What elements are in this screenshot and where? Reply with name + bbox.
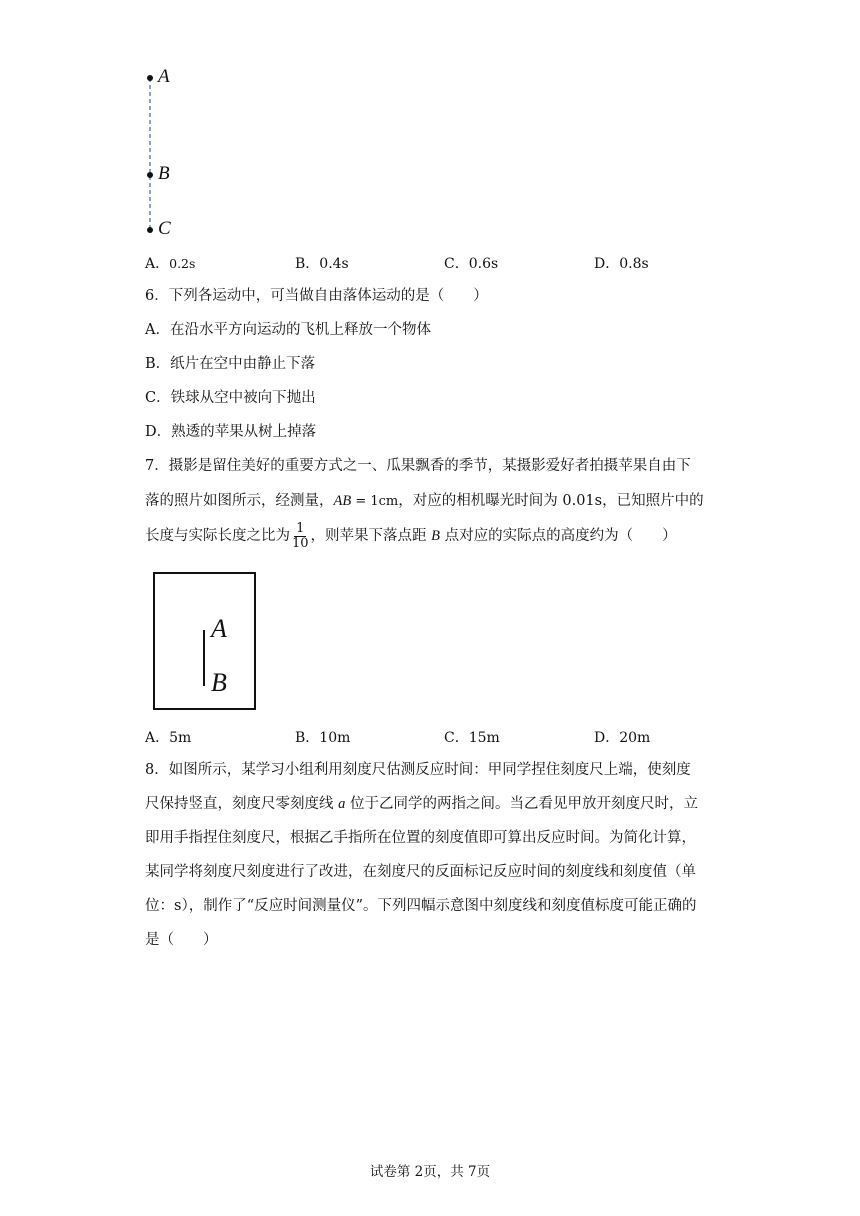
apple-streak-line xyxy=(203,630,205,686)
q7-option-c: C．15m xyxy=(444,730,500,746)
label-a: A xyxy=(158,66,170,87)
q5-option-d: D．0.8s xyxy=(594,256,649,272)
q7-line-2: 落的照片如图所示，经测量，AB = 1cm，对应的相机曝光时间为 0.01s，已知照片中的 xyxy=(145,493,704,509)
q6-option-b: B．纸片在空中由静止下落 xyxy=(145,356,316,372)
q8-line-2: 尺保持竖直，刻度尺零刻度线 a 位于乙同学的两指之间。当乙看见甲放开刻度尺时，立 xyxy=(145,796,698,812)
point-a xyxy=(147,75,153,81)
q8-line-3: 即用手指捏住刻度尺，根据乙手指所在位置的刻度值即可算出反应时间。为简化计算， xyxy=(145,830,696,846)
q8-line-5: 位：s），制作了“反应时间测量仪”。下列四幅示意图中刻度线和刻度值标度可能正确的 xyxy=(145,898,697,914)
label-c: C xyxy=(158,218,171,239)
ab-symbol: AB xyxy=(333,493,352,509)
q5-option-b: B．0.4s xyxy=(295,256,349,272)
q6-option-d: D．熟透的苹果从树上掉落 xyxy=(145,424,317,440)
photo-label-a: A xyxy=(211,614,227,643)
q8-line-6: 是（ ） xyxy=(145,932,218,948)
q7-option-b: B．10m xyxy=(295,730,351,746)
q7-option-d: D．20m xyxy=(594,730,651,746)
point-c xyxy=(147,227,153,233)
point-b xyxy=(147,172,153,178)
label-b: B xyxy=(158,163,170,184)
page-footer: 试卷第 2页，共 7页 xyxy=(369,1164,491,1180)
q6-option-c: C．铁球从空中被向下抛出 xyxy=(145,390,316,406)
fraction-one-tenth: $\frac{1}{10}$ xyxy=(292,520,309,551)
q7-line-1: 7．摄影是留住美好的重要方式之一、瓜果飘香的季节，某摄影爱好者拍摄苹果自由下 xyxy=(145,458,691,474)
q5-option-a: A．0.2s xyxy=(145,256,196,272)
q8-line-1: 8．如图所示，某学习小组利用刻度尺估测反应时间：甲同学捏住刻度尺上端，使刻度 xyxy=(145,762,691,778)
photo-label-b: B xyxy=(211,668,227,697)
q6-option-a: A．在沿水平方向运动的飞机上释放一个物体 xyxy=(145,322,431,338)
q5-option-c: C．0.6s xyxy=(444,256,499,272)
q8-line-4: 某同学将刻度尺刻度进行了改进，在刻度尺的反面标记反应时间的刻度线和刻度值（单 xyxy=(145,864,696,880)
q7-option-a: A．5m xyxy=(145,730,192,746)
q6-stem: 6．下列各运动中，可当做自由落体运动的是（ ） xyxy=(145,288,488,304)
q7-line-3: 长度与实际长度之比为 $\frac{1}{10}$ ，则苹果下落点距 B 点对应的实际点的高度约为（ ） xyxy=(145,520,677,551)
figure-abc-dashed-line xyxy=(138,64,188,244)
